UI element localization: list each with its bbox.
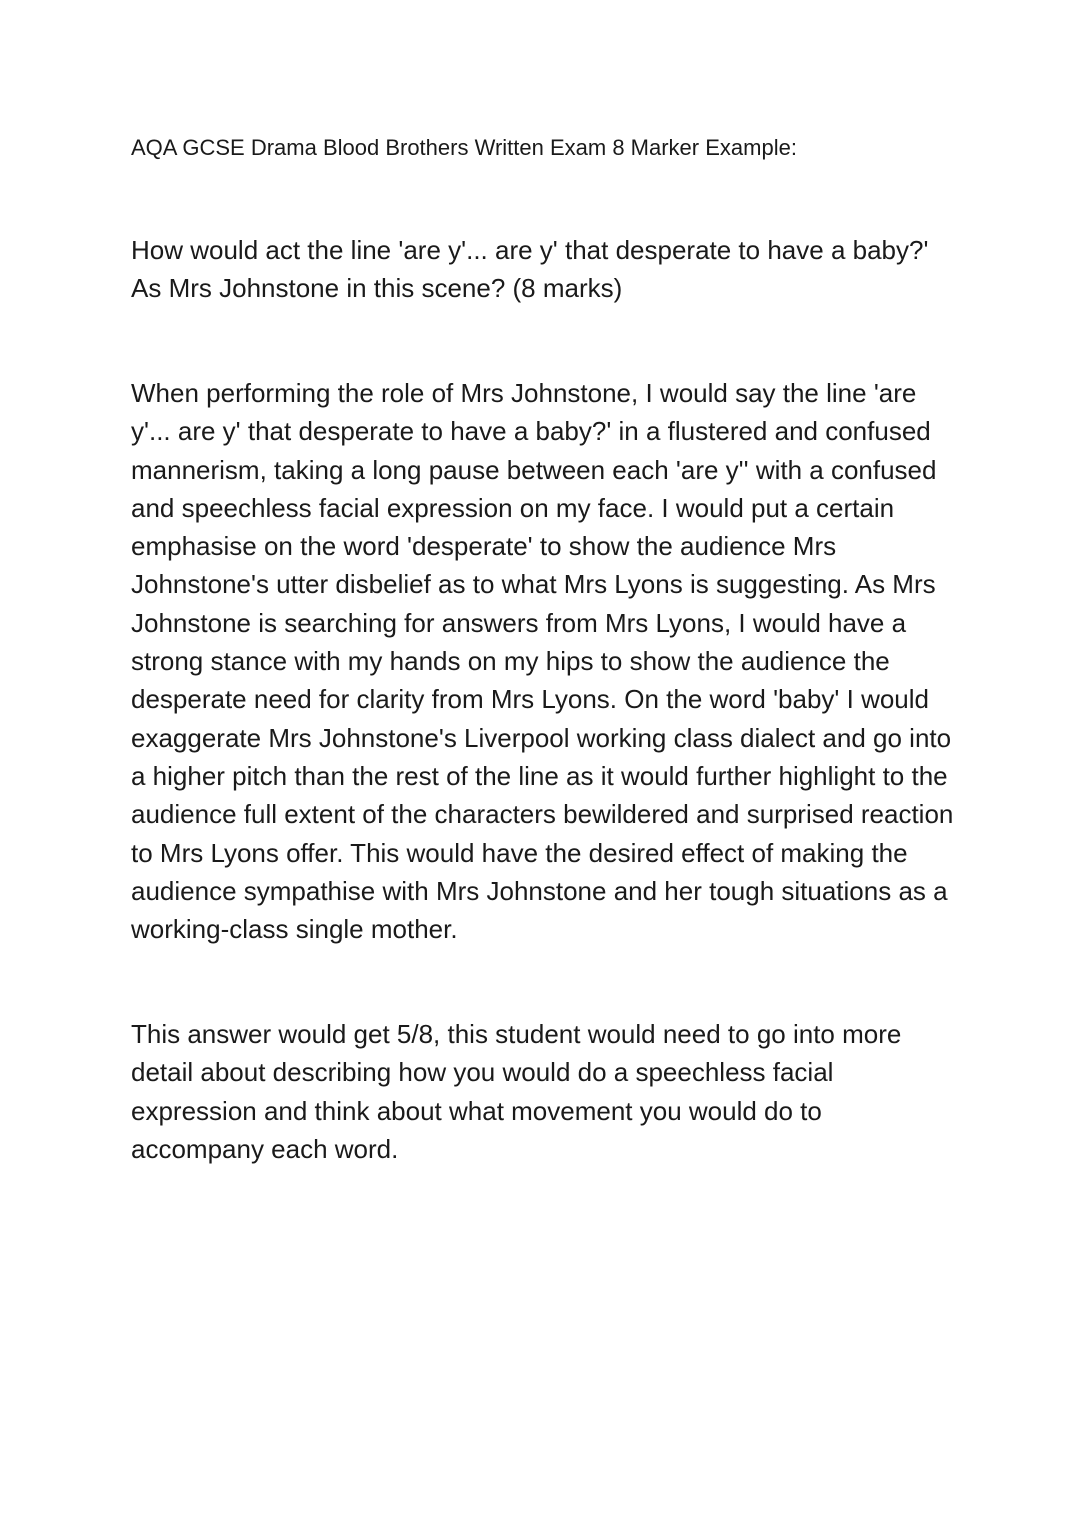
exam-question: How would act the line 'are y'... are y' that desperate to have a baby?' As Mrs Johnstone in this scene? (8 marks) [131,235,929,304]
document-title: AQA GCSE Drama Blood Brothers Written Exam 8 Marker Example: [131,135,797,160]
example-answer: When performing the role of Mrs Johnstone, I would say the line 'are y'... are y' that desperate to have a baby?' in a flustered and confused mannerism, taking a long pause between each 'are y'' with a confused and speechless facial expression on my face. I would put a certain emphasise on the word 'desperate' to show the audience Mrs Johnstone's utter disbelief as to what Mrs Lyons is suggesting. As Mrs Johnstone is searching for answers from Mrs Lyons, I would have a strong stance with my hands on my hips to show the audience the desperate need for clarity from Mrs Lyons. On the word 'baby' I would exaggerate Mrs Johnstone's Liverpool working class dialect and go into a higher pitch than the rest of the line as it would further highlight to the audience full extent of the characters bewildered and surprised reaction to Mrs Lyons offer. This would have the desired effect of making the audience sympathise with Mrs Johnstone and her tough situations as a working-class single mother. [131,378,954,945]
marking-feedback: This answer would get 5/8, this student would need to go into more detail about describing how you would do a speechless facial expression and think about what movement you would do to accompany each word. [131,1019,902,1164]
